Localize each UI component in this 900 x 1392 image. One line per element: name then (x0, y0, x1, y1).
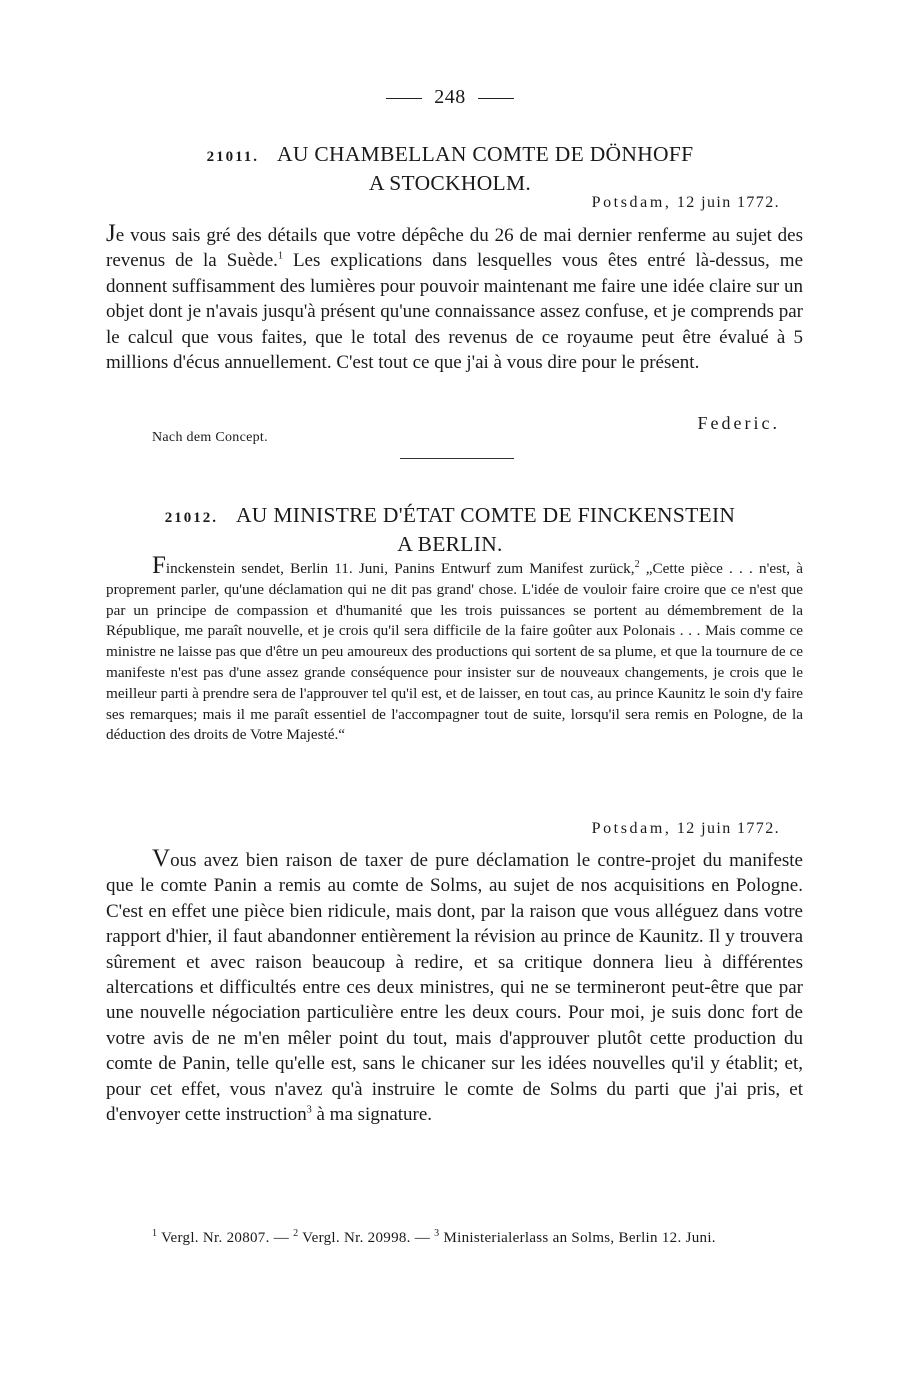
letter2-summary (106, 552, 803, 746)
letter1-body-part1: e vous sais gré des détails que votre dépêche du 26 de mai dernier renferme au sujet des revenus de la Suède. (106, 225, 803, 272)
footnotes (106, 1228, 803, 1249)
page-number-value: 248 (434, 86, 466, 108)
letter1-title-line1: AU CHAMBELLAN COMTE DE DÖNHOFF (277, 142, 694, 166)
letter2-title-line1: AU MINISTRE D'ÉTAT COMTE DE FINCKENSTEIN (235, 503, 736, 527)
letter2-date-place: Potsdam, (591, 820, 672, 837)
letter1-body (106, 221, 803, 375)
letter2-body-part1: ous avez bien raison de taxer de pure déclamation le contre-projet du manifeste que le comte Panin a remis au comte de Solms, au sujet de nos acquisitions en Pologne. C'est en effet une pièce bien ridicule, mais dont, par la raison que vous alléguez dans votre rapport d'hier, il faut abandonner entièrement la révision au prince de Kaunitz. Il y trouvera sûrement et avec raison beaucoup à redire, et sa critique donnera lieu à différentes altercations et difficultés entre ces deux ministres, qui ne se termineront peut-être que par une nouvelle négociation particulière entre les deux cours. Pour moi, je suis donc fort de votre avis de ne m'en mêler point du tout, mais d'approuver plutôt cette production du comte de Panin, telle qu'elle est, sans le chicaner sur les idées nouvelles qu'il y établit; et, pour cet effet, vous n'avez qu'à instruire le comte de Solms du parti que j'ai pris, et d'envoyer cette instruction (106, 850, 803, 1126)
footnote-ref-3: 3 (306, 1104, 312, 1116)
letter2-date: 12 juin 1772. (676, 820, 780, 837)
footnote-2-mark: 2 (293, 1228, 299, 1239)
page-number-left-dash (386, 98, 422, 99)
letter2-dateline (592, 820, 780, 838)
letter1-body-part2: Les explications dans lesquelles vous êtes entré là-dessus, me donnent suffisamment des lumières pour pouvoir maintenant me faire une idée claire sur un objet dont je n'avais jusqu'à présent qu'une connaissance assez confuse, et je comprends par le calcul que vous faites, que le total des revenus de ce royaume peut être évalué à 5 millions d'écus annuellement. C'est tout ce que j'ai à vous dire pour le présent. (106, 250, 803, 374)
page-number (0, 86, 900, 109)
letter1-dateline (592, 194, 780, 212)
letter2-summary-part2: „Cette pièce . . . n'est, à proprement parler, qu'une déclamation qui ne dit pas grand' chose. L'idée de vouloir faire croire que ce n'est que par un principe de compassion et d'humanité que les trois puissances se portent au démembrement de la République, me paraît nouvelle, et je crois qu'il sera difficile de la faire goûter aux Polonais . . . Mais comme ce ministre ne laisse pas que d'être un peu amoureux des productions qui sortent de sa plume, et que la tournure de ce manifeste n'est pas d'une assez grande conséquence pour insister sur de nouveaux changements, je crois que le meilleur parti à prendre sera de l'approuver tel qu'il est, et de laisser, en tout cas, au prince Kaunitz le soin d'y faire ses remarques; mais il me paraît essentiel de l'accompagner tout de suite, lorsqu'il sera remis en Pologne, de la déduction des droits de Votre Majesté.“ (106, 560, 803, 744)
letter1-date-place: Potsdam, (591, 194, 672, 211)
footnote-ref-2: 2 (634, 558, 640, 570)
page-number-right-dash (478, 98, 514, 99)
letter2-summary-part1: inckenstein sendet, Berlin 11. Juni, Panins Entwurf zum Manifest zurück, (165, 560, 635, 577)
letter1-title-line2: A STOCKHOLM. (368, 171, 532, 195)
footnote-3-mark: 3 (434, 1228, 440, 1239)
letter1-dropcap: J (106, 220, 116, 247)
letter1-heading (0, 141, 900, 196)
footnote-2-text: Vergl. Nr. 20998. — (298, 1230, 435, 1246)
letter2-body-part2: à ma signature. (311, 1104, 433, 1126)
section-divider (400, 458, 514, 459)
letter1-source-note: Nach dem Concept. (152, 430, 268, 445)
letter2-dropcap: V (152, 845, 171, 872)
letter2-body (106, 846, 803, 1127)
letter1-number: 21011. (206, 149, 260, 165)
footnote-ref-1: 1 (277, 251, 283, 263)
letter1-signature: Federic. (697, 413, 780, 433)
letter2-number: 21012. (164, 510, 218, 526)
letter2-summary-dropcap: F (152, 552, 166, 579)
letter1-date: 12 juin 1772. (676, 194, 780, 211)
letter2-title-line2: A BERLIN. (397, 532, 503, 556)
footnote-1-mark: 1 (152, 1228, 158, 1239)
footnote-3-text: Ministerialerlass an Solms, Berlin 12. Juni. (439, 1230, 716, 1246)
letter2-heading (0, 502, 900, 557)
footnote-1-text: Vergl. Nr. 20807. — (157, 1230, 294, 1246)
